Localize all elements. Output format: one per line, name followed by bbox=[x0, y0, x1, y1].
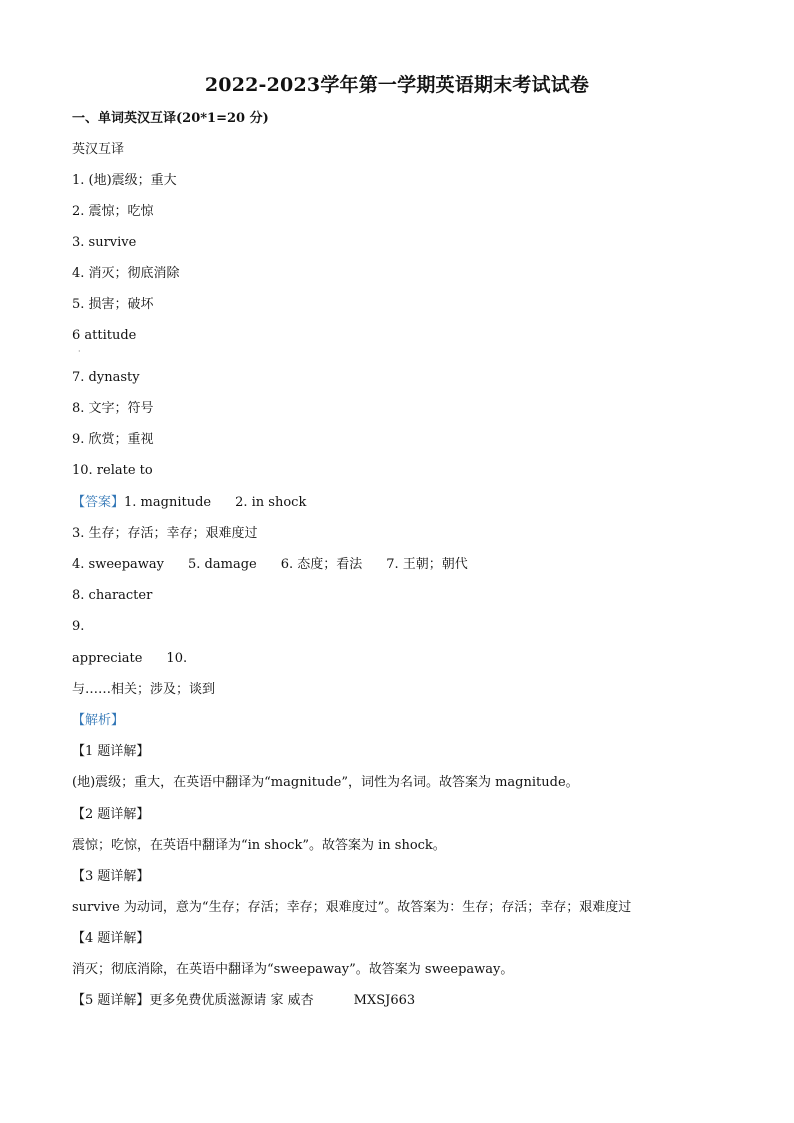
question-item: 1. (地)震级；重大 bbox=[72, 173, 177, 188]
answer-item: 7. 王朝；朝代 bbox=[386, 557, 468, 572]
question-item: 2. 震惊；吃惊 bbox=[72, 204, 154, 219]
answer-item: appreciate bbox=[72, 651, 143, 666]
answer-label: 【答案】 bbox=[72, 495, 125, 510]
answer-item: 8. character bbox=[72, 588, 153, 603]
question-item: 4. 消灭；彻底消除 bbox=[72, 266, 180, 281]
page-title: 2022-2023学年第一学期英语期末考试试卷 bbox=[204, 74, 590, 96]
detail-5-row bbox=[72, 992, 415, 1010]
detail-heading: 【1 题详解】 bbox=[72, 744, 150, 759]
answer-item: 3. 生存；存活；幸存；艰难度过 bbox=[72, 526, 258, 541]
detail-heading: 【3 题详解】 bbox=[72, 869, 150, 884]
detail-heading: 【5 题详解】 bbox=[72, 993, 150, 1008]
answer-row-1 bbox=[72, 494, 306, 512]
detail-text: survive 为动词，意为“生存；存活；幸存；艰难度过”。故答案为：生存；存活；幸存；艰难度过 bbox=[72, 900, 632, 915]
question-item: 9. 欣赏；重视 bbox=[72, 432, 154, 447]
answer-item: 6. 态度；看法 bbox=[280, 557, 363, 572]
answer-row-4-7 bbox=[72, 556, 468, 574]
section-subtitle: 英汉互译 bbox=[72, 142, 125, 157]
section-heading: 一、单词英汉互译(20*1=20 分) bbox=[72, 111, 269, 126]
question-item: 6 attitude bbox=[72, 328, 137, 343]
answer-number: 10. bbox=[166, 651, 188, 666]
answer-row-9-10 bbox=[72, 650, 187, 668]
detail-code: MXSJ663 bbox=[353, 993, 416, 1008]
stray-dot: · bbox=[78, 347, 81, 356]
detail-heading: 【4 题详解】 bbox=[72, 931, 150, 946]
question-item: 7. dynasty bbox=[72, 370, 140, 385]
answer-item: 与……相关；涉及；谈到 bbox=[72, 682, 216, 697]
question-item: 10. relate to bbox=[72, 463, 153, 478]
analysis-label: 【解析】 bbox=[72, 713, 125, 728]
question-item: 5. 损害；破坏 bbox=[72, 297, 154, 312]
detail-text: (地)震级；重大，在英语中翻译为“magnitude”，词性为名词。故答案为 magnitude。 bbox=[72, 775, 579, 790]
question-item: 3. survive bbox=[72, 235, 137, 250]
question-item: 8. 文字；符号 bbox=[72, 401, 154, 416]
detail-text: 更多免费优质滋源请 家 威杏 bbox=[149, 993, 314, 1008]
answer-number: 9. bbox=[72, 619, 85, 634]
answer-item: 5. damage bbox=[188, 557, 257, 572]
detail-text: 消灭；彻底消除，在英语中翻译为“sweepaway”。故答案为 sweepaway。 bbox=[72, 962, 514, 977]
answer-item: 4. sweepaway bbox=[72, 557, 165, 572]
detail-heading: 【2 题详解】 bbox=[72, 807, 150, 822]
answer-item: 2. in shock bbox=[235, 495, 307, 510]
answer-item: 1. magnitude bbox=[124, 495, 212, 510]
detail-text: 震惊；吃惊，在英语中翻译为“in shock”。故答案为 in shock。 bbox=[72, 838, 446, 853]
